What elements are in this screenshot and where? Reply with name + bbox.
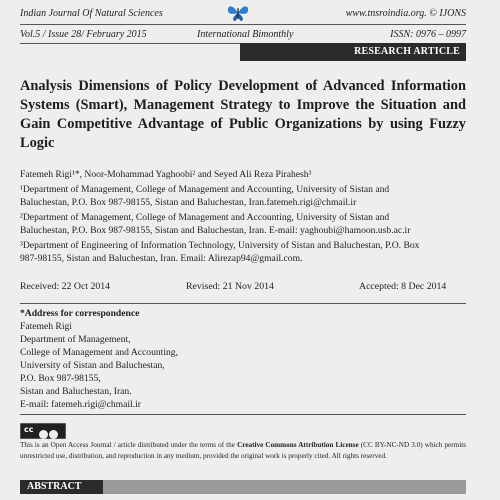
affiliation-1-line2: Baluchestan, P.O. Box 987-98155, Sistan and Baluchestan, Iran.fatemeh.rigi@chmail.ir — [20, 197, 357, 208]
paper-title: Analysis Dimensions of Policy Development of Advanced Information Systems (Smart), Management Strategy to Improve the Situation and Gain Competitive Advantage of Public Organizations by using Fuzzy Logic — [20, 78, 466, 151]
copyright: © IJONS — [429, 8, 466, 19]
cc-license-badge[interactable] — [20, 423, 66, 439]
nc-icon — [49, 430, 58, 439]
issn: ISSN: 0976 – 0997 — [390, 29, 466, 40]
cc-badge-text: cc — [24, 425, 34, 434]
affiliation-3-line2: 987-98155, Sistan and Baluchestan, Iran. Email: Alirezap94@gmail.com. — [20, 253, 303, 264]
author-list: Fatemeh Rigi¹*, Noor-Mohammad Yaghoobi² and Seyed Ali Reza Pirahesh³ — [20, 169, 312, 180]
header-rule-top — [20, 24, 466, 25]
affiliation-2-line2: Baluchestan, P.O. Box 987-98155, Sistan and Baluchestan, Iran. E-mail: yaghoubi@hamoon.usb.ac.ir — [20, 225, 411, 236]
correspondence-line: P.O. Box 987-98155, — [20, 373, 101, 384]
affiliation-3 — [20, 239, 466, 265]
volume-issue: Vol.5 / Issue 28/ February 2015 — [20, 29, 147, 40]
license-name: Creative Commons Attribution License — [237, 441, 359, 449]
affiliation-3-line1: ³Department of Engineering of Information Technology, University of Sistan and Baluchestan, P.O. Box — [20, 240, 420, 251]
correspondence-line: Sistan and Baluchestan, Iran. — [20, 386, 132, 397]
by-icon — [39, 430, 48, 439]
frequency: International Bimonthly — [197, 29, 294, 40]
received-date: Received: 22 Oct 2014 — [20, 281, 111, 292]
journal-name: Indian Journal Of Natural Sciences — [20, 8, 163, 19]
affiliation-2 — [20, 211, 466, 237]
abstract-section-bar — [20, 480, 466, 494]
accepted-date: Accepted: 8 Dec 2014 — [359, 281, 447, 292]
license-statement — [20, 440, 466, 462]
correspondence-line: College of Management and Accounting, — [20, 347, 178, 358]
affiliation-1 — [20, 183, 466, 209]
correspondence-line: University of Sistan and Baluchestan, — [20, 360, 165, 371]
correspondence-name: Fatemeh Rigi — [20, 321, 72, 332]
license-text-after: (CC BY-NC-ND 3.0) which permits unrestricted use, distribution, and reproduction in any medium, provided the original work is properly cited. All rights reserved. — [20, 441, 466, 460]
correspondence-line: Department of Management, — [20, 334, 131, 345]
correspondence-email[interactable]: E-mail: fatemeh.rigi@chmail.ir — [20, 399, 141, 410]
abstract-heading: ABSTRACT — [20, 480, 103, 494]
correspondence-box — [20, 303, 466, 415]
journal-website-copyright — [346, 8, 466, 19]
license-text-before: This is an Open Access Journal / article distributed under the terms of the — [20, 441, 238, 449]
article-type-label: RESEARCH ARTICLE — [354, 46, 460, 57]
correspondence-heading: *Address for correspondence — [20, 308, 140, 319]
revised-date: Revised: 21 Nov 2014 — [186, 281, 274, 292]
journal-website[interactable]: www.tnsroindia.org. — [345, 8, 427, 19]
article-type-banner — [240, 43, 466, 61]
affiliation-2-line1: ²Department of Management, College of Management and Accounting, University of Sistan and — [20, 212, 390, 223]
affiliation-1-line1: ¹Department of Management, College of Management and Accounting, University of Sistan and — [20, 184, 390, 195]
